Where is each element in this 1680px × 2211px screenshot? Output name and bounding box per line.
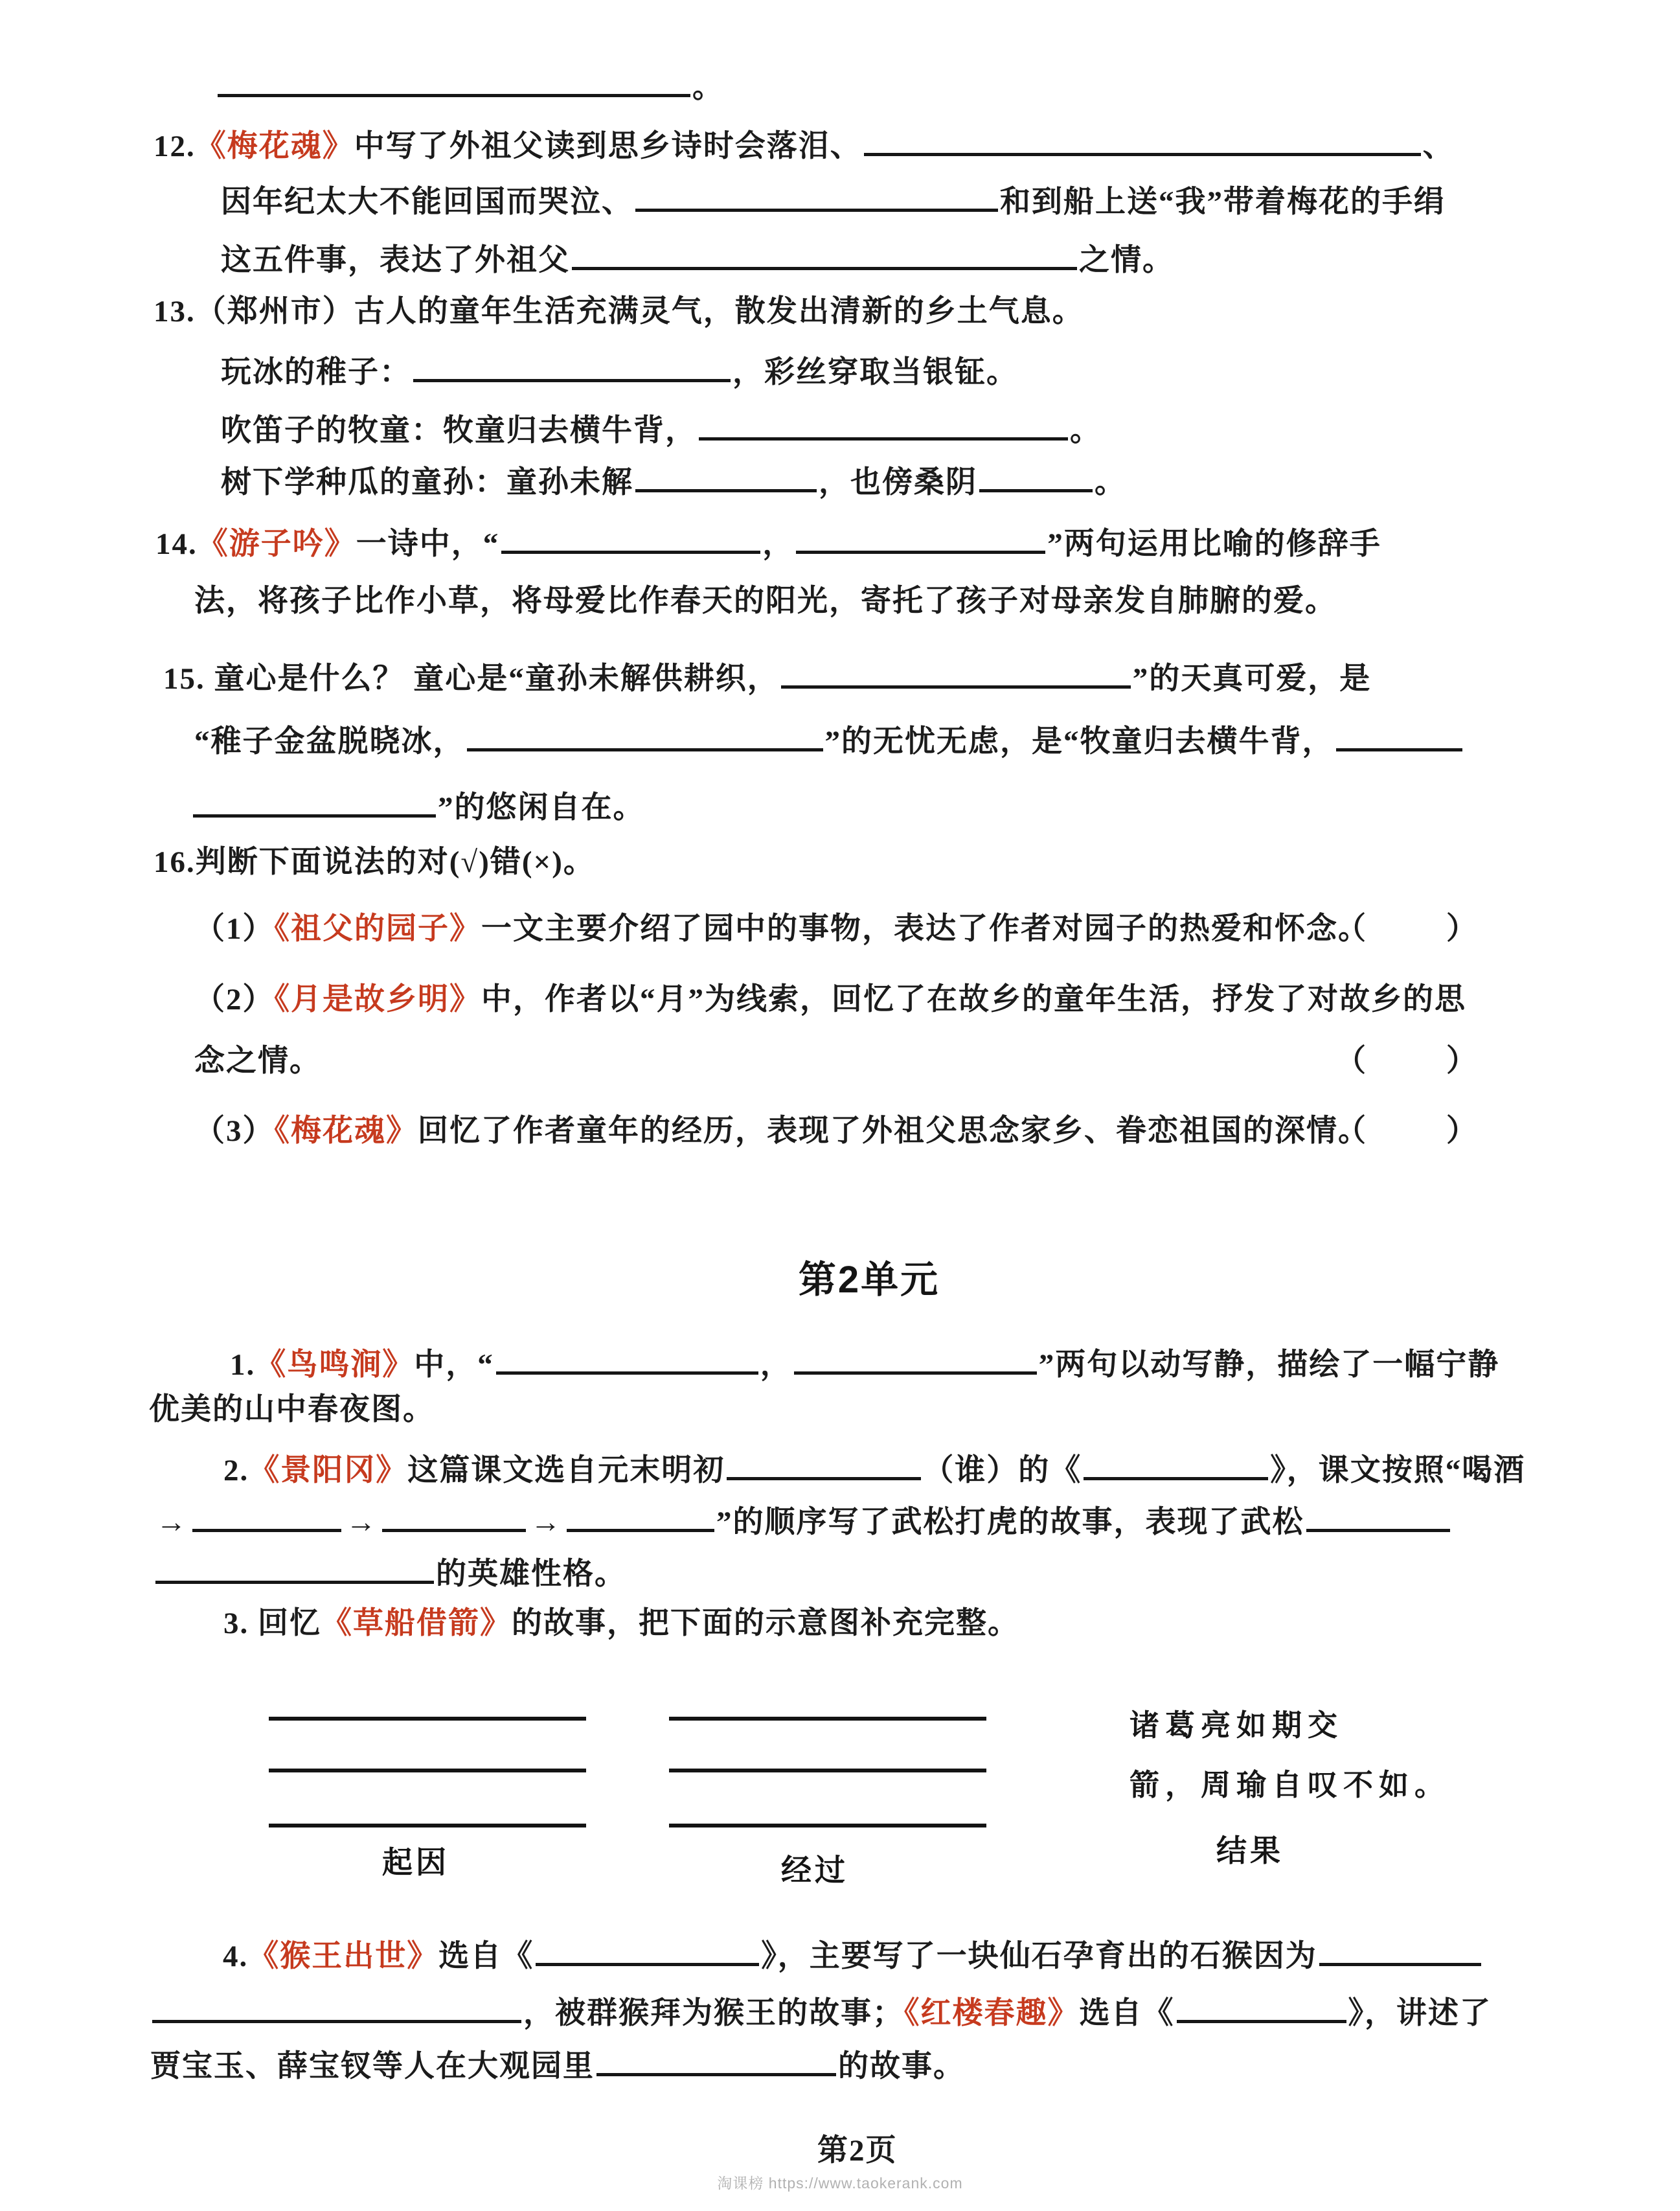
diagram-result-text [1129, 1696, 1450, 1815]
document-line [150, 1988, 1492, 2033]
question-text: 玩冰的稚子： [221, 356, 411, 389]
answer-blank [572, 235, 1077, 270]
book-title: 《鸟鸣涧》 [255, 1348, 414, 1382]
document-line [216, 62, 724, 108]
question-text: （谁）的《 [923, 1454, 1082, 1487]
document-line [223, 1603, 1019, 1644]
question-text: 和到船上送“我”带着梅花的手绢 [1000, 185, 1446, 219]
document-line [223, 1930, 1483, 1976]
question-text: （1） [194, 912, 275, 946]
document-line [230, 1339, 1499, 1385]
answer-blank [152, 1988, 521, 2023]
book-title: 《游子吟》 [197, 527, 356, 561]
question-text: ， [762, 527, 795, 561]
question-text: 的英雄性格。 [436, 1557, 626, 1591]
document-line [191, 782, 645, 828]
answer-blank [496, 1339, 758, 1375]
document-line [194, 909, 1483, 949]
diagram-answer-blank [269, 1769, 586, 1772]
answer-blank [536, 1930, 759, 1966]
question-text: 中写了外祖父读到思乡诗时会落泪、 [354, 130, 862, 163]
diagram-label-process: 经过 [781, 1853, 848, 1887]
question-text: 1. [230, 1348, 256, 1382]
document-line [153, 1496, 1452, 1542]
diagram-label-cause: 起因 [382, 1845, 449, 1879]
answer-blank [155, 1548, 434, 1584]
question-text: 15. 童心是什么？ 童心是“童孙未解供耕织， [163, 662, 779, 696]
book-title: 《月是故乡明》 [274, 983, 481, 1016]
document-line [221, 176, 1446, 222]
arrow-icon: → [156, 1506, 188, 1539]
question-text: （2） [194, 983, 275, 1016]
question-text: 。 [692, 71, 724, 104]
question-text: 念之情。 [194, 1044, 321, 1078]
question-text: 一诗中，“ [356, 527, 500, 561]
diagram-answer-blank [669, 1769, 986, 1772]
question-text: 选自《 [438, 1940, 534, 1973]
question-text: ”的天真可爱，是 [1132, 662, 1372, 696]
document-line [194, 1041, 1483, 1081]
question-text: ”的顺序写了武松打虎的故事，表现了武松 [716, 1506, 1304, 1539]
question-text: ，也傍桑阴 [819, 466, 977, 499]
question-text: 的故事。 [838, 2050, 965, 2083]
book-title: 《景阳冈》 [249, 1454, 408, 1487]
document-line [149, 1390, 435, 1430]
book-title: 《梅花魂》 [195, 130, 354, 163]
question-text: 之情。 [1079, 244, 1174, 277]
answer-blank [501, 518, 760, 554]
document-line [221, 457, 1126, 503]
answer-blank [699, 405, 1068, 441]
answer-blank [1084, 1445, 1268, 1480]
question-text: ，彩丝穿取当银钲。 [732, 356, 1018, 389]
document-line [155, 518, 1381, 564]
answer-blank [567, 1496, 714, 1532]
document-line [194, 1111, 1483, 1151]
unit-2-heading: 第2单元 [798, 1259, 940, 1301]
question-text: 的故事，把下面的示意图补充完整。 [512, 1607, 1019, 1640]
document-line [194, 581, 1337, 621]
answer-blank [979, 457, 1093, 492]
question-text: ，被群猴拜为猴王的故事； [523, 1997, 904, 2030]
document-line [221, 405, 1102, 451]
question-text: 16.判断下面说法的对(√)错(×)。 [153, 845, 595, 879]
answer-blank [794, 1339, 1037, 1375]
answer-blank [1336, 716, 1462, 751]
question-text: 3. 回忆 [223, 1607, 321, 1640]
diagram-label-result: 结果 [1216, 1833, 1284, 1868]
question-text: 优美的山中春夜图。 [149, 1393, 435, 1426]
question-text: 贾宝玉、薛宝钗等人在大观园里 [150, 2050, 595, 2083]
question-text: ”两句运用比喻的修辞手 [1047, 527, 1381, 561]
document-line [221, 347, 1018, 393]
question-text: 2. [223, 1454, 249, 1487]
question-text: 。 [1095, 466, 1126, 499]
question-text: 一文主要介绍了园中的事物，表达了作者对园子的热爱和怀念。 [481, 912, 1370, 946]
answer-blank [727, 1445, 921, 1480]
diagram-answer-blank [669, 1717, 986, 1721]
diagram-answer-blank [269, 1717, 586, 1721]
answer-paren: （ ） [1335, 1044, 1483, 1078]
question-text: 中，“ [414, 1348, 494, 1382]
answer-blank [1177, 1988, 1346, 2023]
question-text: 吹笛子的牧童：牧童归去横牛背， [221, 414, 697, 448]
answer-blank [467, 716, 823, 751]
book-title: 《草船借箭》 [321, 1607, 512, 1640]
document-line [153, 1548, 626, 1594]
book-title: 《猴王出世》 [248, 1940, 439, 1973]
answer-paren: （ ） [1335, 1114, 1483, 1148]
arrow-icon: → [530, 1506, 562, 1539]
arrow-icon: → [346, 1506, 378, 1539]
diagram-result-line-1: 诸葛亮如期交 [1129, 1709, 1343, 1742]
watermark: 淘课榜 https://www.taokerank.com [717, 2175, 963, 2192]
question-text: “稚子金盆脱晓冰， [194, 725, 465, 759]
question-text: 12. [153, 130, 196, 163]
document-line [194, 716, 1464, 762]
question-text: 14. [155, 527, 198, 561]
question-text: 4. [223, 1940, 249, 1973]
answer-blank [192, 1496, 341, 1532]
document-line [153, 120, 1455, 166]
question-text: 》，课文按照“喝酒 [1270, 1454, 1526, 1487]
document-line [150, 2041, 965, 2087]
answer-blank [413, 347, 731, 382]
question-text: ， [760, 1348, 792, 1382]
answer-blank [635, 176, 998, 212]
answer-blank [218, 62, 690, 97]
question-text: 选自《 [1079, 1997, 1175, 2030]
question-text: 这篇课文选自元末明初 [407, 1454, 725, 1487]
book-title: 《祖父的园子》 [274, 912, 481, 946]
answer-blank [382, 1496, 526, 1532]
answer-blank [1319, 1930, 1481, 1966]
diagram-answer-blank [269, 1824, 586, 1827]
question-text: 中，作者以“月”为线索，回忆了在故乡的童年生活，抒发了对故乡的思 [481, 983, 1466, 1016]
document-line [153, 842, 595, 882]
document-line [153, 292, 1084, 332]
answer-blank [596, 2041, 836, 2076]
question-text: 》，主要写了一块仙石孕育出的石猴因为 [761, 1940, 1317, 1973]
answer-blank [635, 457, 817, 492]
question-text: 因年纪太大不能回国而哭泣、 [221, 185, 633, 219]
document-line [163, 653, 1371, 699]
diagram-answer-blank [669, 1824, 986, 1827]
question-text: 。 [1070, 414, 1102, 448]
question-text: 、 [1422, 130, 1455, 163]
question-text: 13.（郑州市）古人的童年生活充满灵气，散发出清新的乡土气息。 [153, 295, 1084, 328]
question-text: ”两句以动写静，描绘了一幅宁静 [1038, 1348, 1500, 1382]
document-line [221, 235, 1174, 281]
question-text: 》，讲述了 [1348, 1997, 1492, 2030]
question-text: 回忆了作者童年的经历，表现了外祖父思念家乡、眷恋祖国的深情。 [418, 1114, 1370, 1148]
answer-blank [864, 120, 1421, 156]
diagram-result-line-2: 箭，周瑜自叹不如。 [1129, 1769, 1450, 1802]
answer-blank [193, 782, 436, 818]
question-text: ”的悠闲自在。 [438, 791, 645, 825]
question-text: ”的无忧无虑，是“牧童归去横牛背， [824, 725, 1334, 759]
answer-blank [796, 518, 1045, 554]
answer-paren: （ ） [1335, 912, 1483, 946]
question-text: 法，将孩子比作小草，将母爱比作春天的阳光，寄托了孩子对母亲发自肺腑的爱。 [194, 584, 1337, 618]
question-text: 树下学种瓜的童孙：童孙未解 [221, 466, 633, 499]
document-line [194, 979, 1466, 1020]
question-text: （3） [194, 1114, 275, 1148]
page-number: 第2页 [817, 2134, 898, 2168]
book-title: 《梅花魂》 [274, 1114, 418, 1148]
book-title: 《红楼春趣》 [904, 1997, 1080, 2030]
answer-blank [781, 653, 1131, 689]
document-line [223, 1445, 1525, 1491]
question-text: 这五件事，表达了外祖父 [221, 244, 570, 277]
answer-blank [1306, 1496, 1450, 1532]
